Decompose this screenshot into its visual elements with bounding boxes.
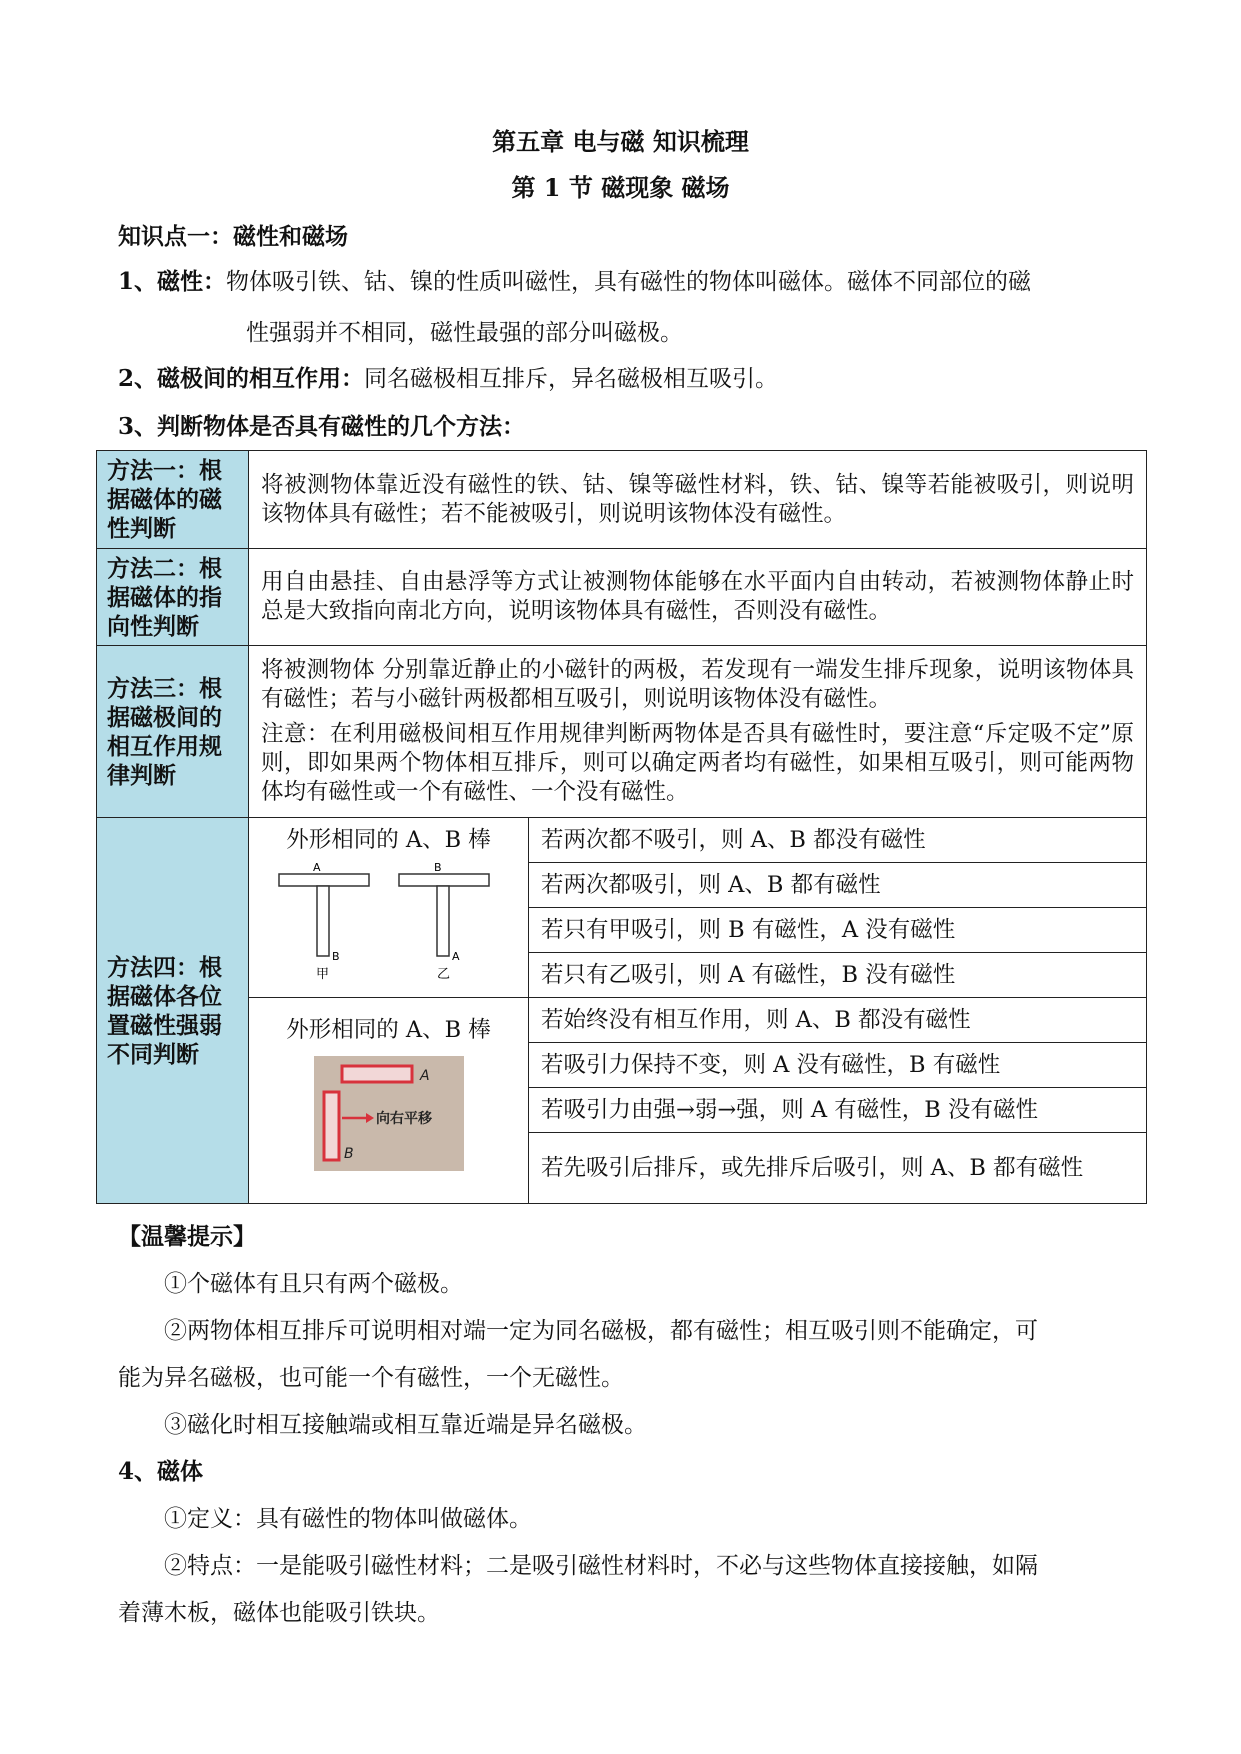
item1-label: 1、磁性： xyxy=(118,268,227,295)
tip-2-line2: 能为异名磁极，也可能一个有磁性，一个无磁性。 xyxy=(118,1365,624,1391)
tip-2-line1: ②两物体相互排斥可说明相对端一定为同名磁极，都有磁性；相互吸引则不能确定，可 xyxy=(164,1318,1038,1344)
jia-label: 甲 xyxy=(315,967,329,982)
fig1-result-3: 若只有甲吸引，则 B 有磁性，A 没有磁性 xyxy=(529,908,1147,953)
fig2-result-2: 若吸引力保持不变，则 A 没有磁性，B 有磁性 xyxy=(529,1043,1147,1088)
item4-feature-line2: 着薄木板，磁体也能吸引铁块。 xyxy=(118,1600,440,1626)
method4-row-1 xyxy=(97,818,1147,863)
fig2-result-4: 若先吸引后排斥，或先排斥后吸引，则 A、B 都有磁性 xyxy=(529,1133,1147,1204)
move-right-label: 向右平移 xyxy=(375,1111,432,1127)
fig2-caption: 外形相同的 A、B 棒 xyxy=(286,1017,491,1043)
fig1-diagram xyxy=(269,858,509,986)
yi-horizontal-bar xyxy=(399,874,489,886)
fig2-result-3: 若吸引力由强→弱→强，则 A 有磁性，B 没有磁性 xyxy=(529,1088,1147,1133)
fig2-photo xyxy=(314,1056,464,1171)
yi-vertical-bar xyxy=(437,886,449,956)
item4-heading: 4、磁体 xyxy=(118,1458,204,1485)
item2 xyxy=(118,360,778,393)
item3-heading: 3、判断物体是否具有磁性的几个方法： xyxy=(118,413,526,440)
method1-label: 方法一：根据磁体的磁性判断 xyxy=(97,451,249,549)
tips-heading: 【温馨提示】 xyxy=(118,1223,256,1250)
method4-fig2-cell xyxy=(249,998,529,1204)
item1-line1 xyxy=(118,263,1031,296)
item1-text1: 物体吸引铁、钴、镍的性质叫磁性，具有磁性的物体叫磁体。磁体不同部位的磁 xyxy=(226,269,1032,295)
fig1-result-2: 若两次都吸引，则 A、B 都有磁性 xyxy=(529,863,1147,908)
tip-3: ③磁化时相互接触端或相互靠近端是异名磁极。 xyxy=(164,1412,647,1438)
knowledge-point-heading: 知识点一：磁性和磁场 xyxy=(118,223,348,250)
magnet-a-bar xyxy=(342,1066,412,1082)
method2-label: 方法二：根据磁体的指向性判断 xyxy=(97,549,249,646)
item1-line2: 性强弱并不相同，磁性最强的部分叫磁极。 xyxy=(246,320,683,346)
item4-definition: ①定义：具有磁性的物体叫做磁体。 xyxy=(164,1506,532,1532)
method1-row xyxy=(97,451,1147,549)
fig1-result-4: 若只有乙吸引，则 A 有磁性，B 没有磁性 xyxy=(529,953,1147,998)
chapter-title: 第五章 电与磁 知识梳理 xyxy=(492,127,749,156)
method3-row xyxy=(97,646,1147,818)
yi-label: 乙 xyxy=(436,967,450,982)
jia-vertical-bar xyxy=(317,886,329,956)
item4-feature-line1: ②特点：一是能吸引磁性材料；二是吸引磁性材料时，不必与这些物体直接接触，如隔 xyxy=(164,1553,1038,1579)
fig1-result-1: 若两次都不吸引，则 A、B 都没有磁性 xyxy=(529,818,1147,863)
item2-text: 同名磁极相互排斥，异名磁极相互吸引。 xyxy=(364,366,779,392)
item2-label: 2、磁极间的相互作用： xyxy=(118,365,365,392)
magnet-a-label: A xyxy=(419,1068,430,1084)
fig1-caption: 外形相同的 A、B 棒 xyxy=(286,827,491,853)
method2-desc: 用自由悬挂、自由悬浮等方式让被测物体能够在水平面内自由转动，若被测物体静止时总是大致指向南北方向，说明该物体具有磁性，否则没有磁性。 xyxy=(249,549,1147,646)
yi-label-b: B xyxy=(433,861,442,874)
section-title: 第 1 节 磁现象 磁场 xyxy=(511,173,730,202)
tip-1: ①个磁体有且只有两个磁极。 xyxy=(164,1271,463,1297)
method3-note: 注意：在利用磁极间相互作用规律判断两物体是否具有磁性时，要注意“斥定吸不定”原则，即如果两个物体相互排斥，则可以确定两者均有磁性，如果相互吸引，则可能两物体均有磁性或一个有磁性、一个没有磁性。 xyxy=(261,721,1135,805)
jia-label-b: B xyxy=(331,950,340,963)
method4-fig1-cell xyxy=(249,818,529,998)
yi-label-a: A xyxy=(451,950,460,963)
fig2-result-1: 若始终没有相互作用，则 A、B 都没有磁性 xyxy=(529,998,1147,1043)
method3-cell xyxy=(249,646,1147,818)
method3-label: 方法三：根据磁极间的相互作用规律判断 xyxy=(97,646,249,818)
method1-desc: 将被测物体靠近没有磁性的铁、钴、镍等磁性材料，铁、钴、镍等若能被吸引，则说明该物体具有磁性；若不能被吸引，则说明该物体没有磁性。 xyxy=(249,451,1147,549)
method2-row xyxy=(97,549,1147,646)
magnet-b-label: B xyxy=(343,1146,354,1162)
methods-table xyxy=(96,450,1147,1204)
jia-horizontal-bar xyxy=(279,874,369,886)
method4-row-5 xyxy=(97,998,1147,1043)
method3-desc: 将被测物体 分别靠近静止的小磁针的两极，若发现有一端发生排斥现象，说明该物体具有磁性；若与小磁针两极都相互吸引，则说明该物体没有磁性。 xyxy=(261,657,1135,712)
jia-label-a: A xyxy=(312,861,321,874)
method4-label: 方法四：根据磁体各位置磁性强弱不同判断 xyxy=(97,818,249,1204)
magnet-b-bar xyxy=(324,1092,339,1160)
